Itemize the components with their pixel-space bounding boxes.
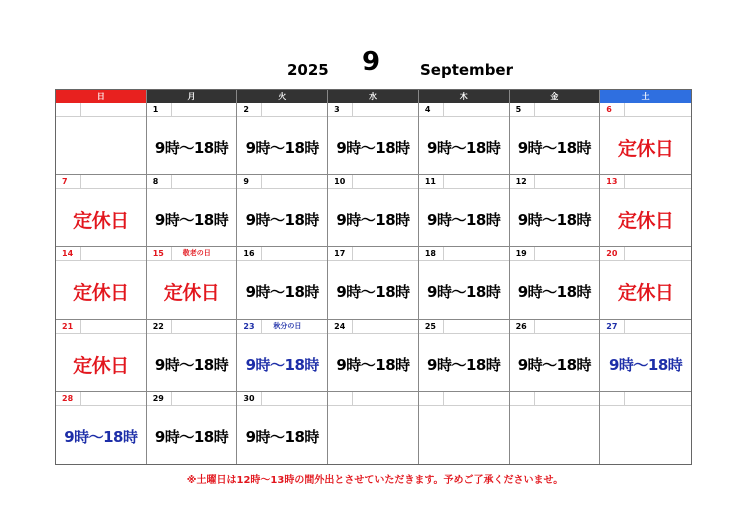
closed-day-label: 定休日: [617, 138, 674, 161]
day-number: 19: [515, 249, 527, 259]
business-hours: 9時～18時: [245, 355, 319, 374]
business-hours: [419, 410, 509, 464]
day-number-bar: [237, 320, 327, 334]
day-number: 2: [243, 105, 249, 114]
business-hours: [328, 410, 418, 464]
day-cell: [56, 175, 147, 247]
day-number-bar: [237, 247, 327, 261]
day-cell: [510, 392, 601, 464]
day-number: 21: [62, 321, 74, 331]
business-hours: 9時～18時: [154, 211, 229, 230]
day-number: 30: [243, 393, 255, 403]
day-number-bar: [328, 392, 418, 406]
day-number-box: [328, 392, 353, 405]
business-hours: 9時～18時: [245, 211, 319, 230]
day-number-bar: [56, 103, 146, 117]
day-cell: [56, 247, 147, 319]
business-hours: 9時～18時: [336, 283, 410, 302]
closed-day-label: 定休日: [73, 210, 129, 233]
day-number-bar: [56, 320, 146, 334]
day-cell: [510, 320, 601, 392]
weekday-header: 日: [56, 90, 147, 103]
day-number: 15: [152, 249, 164, 259]
weekday-header: 土: [600, 90, 691, 103]
day-number-bar: [510, 247, 600, 261]
day-cell: [56, 392, 147, 464]
day-number-bar: [510, 392, 600, 406]
day-number-bar: [510, 320, 600, 334]
day-number-bar: [328, 175, 418, 189]
business-hours: [510, 410, 600, 464]
business-hours: 9時～18時: [64, 428, 138, 447]
day-number-box: [419, 103, 444, 116]
business-hours: 9時～18時: [245, 283, 319, 302]
day-cell: [328, 392, 419, 464]
footer-note: ※土曜日は12時～13時の間外出とさせていただきます。予めご了承くださいませ。: [186, 475, 564, 486]
day-cell: [328, 247, 419, 319]
day-number: 16: [243, 249, 255, 259]
day-cell: [56, 320, 147, 392]
day-cell: [600, 175, 691, 247]
day-number: 3: [334, 105, 340, 114]
business-hours: 9時～18時: [245, 139, 319, 158]
business-hours: 9時～18時: [517, 139, 592, 158]
closed-day-label: 定休日: [73, 354, 129, 377]
business-hours: 9時～18時: [517, 283, 592, 302]
day-number: 25: [424, 321, 436, 331]
day-cell: [147, 320, 238, 392]
day-number-bar: [600, 175, 691, 189]
day-number: 24: [334, 321, 346, 331]
day-number-box: [147, 175, 172, 188]
day-number-bar: [147, 392, 237, 406]
day-number-bar: [56, 175, 146, 189]
day-number-bar: [237, 392, 327, 406]
day-cell: [510, 103, 601, 175]
day-number-box: [510, 392, 535, 405]
closed-day-label: 定休日: [163, 282, 220, 305]
closed-day-label: 定休日: [617, 282, 674, 305]
weekday-header: 水: [328, 90, 419, 103]
day-number-bar: [147, 175, 237, 189]
day-number-box: [237, 103, 262, 116]
holiday-name: 敬老の日: [182, 249, 211, 258]
day-number-bar: [510, 103, 600, 117]
business-hours: 9時～18時: [517, 355, 592, 374]
day-number-bar: [510, 175, 600, 189]
business-hours: 9時～18時: [154, 428, 229, 447]
day-number: 4: [424, 105, 431, 114]
day-number-box: [56, 103, 81, 116]
day-cell: [328, 320, 419, 392]
day-number-bar: [600, 392, 691, 406]
day-cell: [419, 247, 510, 319]
day-number: 10: [334, 177, 346, 187]
day-number-bar: [328, 103, 418, 117]
day-number-bar: [237, 103, 327, 117]
day-number-box: [419, 392, 444, 405]
day-number-box: [600, 392, 625, 405]
day-number-bar: [600, 320, 691, 334]
day-cell: [56, 103, 147, 175]
day-cell: [147, 175, 238, 247]
day-number-bar: [600, 247, 691, 261]
day-number: 6: [606, 105, 612, 114]
year-label: 2025: [287, 61, 329, 79]
weekday-header: 木: [419, 90, 510, 103]
day-number-bar: [328, 247, 418, 261]
day-number-box: [147, 103, 172, 116]
business-hours: 9時～18時: [245, 428, 319, 447]
day-number-bar: [328, 320, 418, 334]
business-hours: 9時～18時: [154, 355, 229, 374]
day-number: 28: [62, 393, 74, 403]
day-number-bar: [600, 103, 691, 117]
day-number-bar: [419, 247, 509, 261]
day-cell: [600, 320, 691, 392]
business-hours: 9時～18時: [336, 139, 410, 158]
month-number: 9: [362, 47, 381, 77]
day-number-bar: [147, 247, 237, 261]
day-number-bar: [56, 247, 146, 261]
holiday-name: 秋分の日: [273, 321, 302, 330]
day-cell: [237, 175, 328, 247]
day-number-bar: [419, 175, 509, 189]
day-number: 1: [152, 105, 159, 114]
day-number: 26: [515, 321, 527, 331]
day-number-bar: [419, 320, 509, 334]
day-cell: [237, 103, 328, 175]
day-number: 18: [424, 249, 436, 259]
day-number-bar: [419, 392, 509, 406]
month-name: September: [420, 61, 513, 79]
day-cell: [419, 320, 510, 392]
business-hours: 9時～18時: [154, 139, 229, 158]
day-cell: [600, 247, 691, 319]
calendar-header: [0, 44, 750, 84]
day-number-box: [600, 103, 625, 116]
day-cell: [510, 247, 601, 319]
day-number-bar: [419, 103, 509, 117]
day-cell: [237, 392, 328, 464]
day-cell: [328, 103, 419, 175]
day-number: 11: [424, 177, 436, 187]
day-cell: [600, 392, 691, 464]
day-number-box: [237, 175, 262, 188]
business-hours: 9時～18時: [517, 211, 592, 230]
day-cell: [147, 392, 238, 464]
day-number: 22: [152, 321, 164, 331]
day-number: 13: [606, 177, 618, 187]
day-number-bar: [147, 103, 237, 117]
day-cell: [237, 247, 328, 319]
day-cell: [600, 103, 691, 175]
day-number: 23: [243, 321, 255, 331]
day-number-bar: [147, 320, 237, 334]
day-cell: [147, 103, 238, 175]
day-number: 5: [515, 105, 522, 114]
business-hours: 9時～18時: [336, 211, 410, 230]
day-number-box: [56, 175, 81, 188]
business-hours: 9時～18時: [427, 211, 501, 230]
day-number: 14: [62, 249, 74, 259]
business-hours: 9時～18時: [336, 355, 410, 374]
day-number: 29: [152, 393, 164, 403]
business-hours: 9時～18時: [427, 283, 501, 302]
business-hours: 9時～18時: [427, 139, 501, 158]
day-number: 8: [152, 177, 159, 187]
business-hours: [600, 410, 691, 464]
weekday-header: 金: [510, 90, 601, 103]
day-cell: [237, 320, 328, 392]
day-cell: [147, 247, 238, 319]
day-number: 12: [515, 177, 527, 187]
day-number: 7: [62, 177, 68, 187]
day-number-bar: [56, 392, 146, 406]
day-number: 27: [606, 321, 618, 331]
day-cell: [419, 103, 510, 175]
weekday-header: 火: [237, 90, 328, 103]
closed-day-label: 定休日: [617, 210, 674, 233]
day-cell: [510, 175, 601, 247]
business-hours: [56, 121, 146, 174]
day-number-box: [328, 103, 353, 116]
day-number: 20: [606, 249, 618, 259]
day-number-bar: [237, 175, 327, 189]
day-cell: [419, 392, 510, 464]
business-hours: 9時～18時: [427, 355, 501, 374]
weekday-header: 月: [147, 90, 238, 103]
business-hours: 9時～18時: [608, 355, 683, 374]
closed-day-label: 定休日: [73, 282, 129, 305]
day-number: 17: [334, 249, 346, 259]
day-number-box: [510, 103, 535, 116]
day-cell: [419, 175, 510, 247]
calendar-grid: [55, 89, 692, 465]
day-cell: [328, 175, 419, 247]
day-number: 9: [243, 177, 249, 187]
